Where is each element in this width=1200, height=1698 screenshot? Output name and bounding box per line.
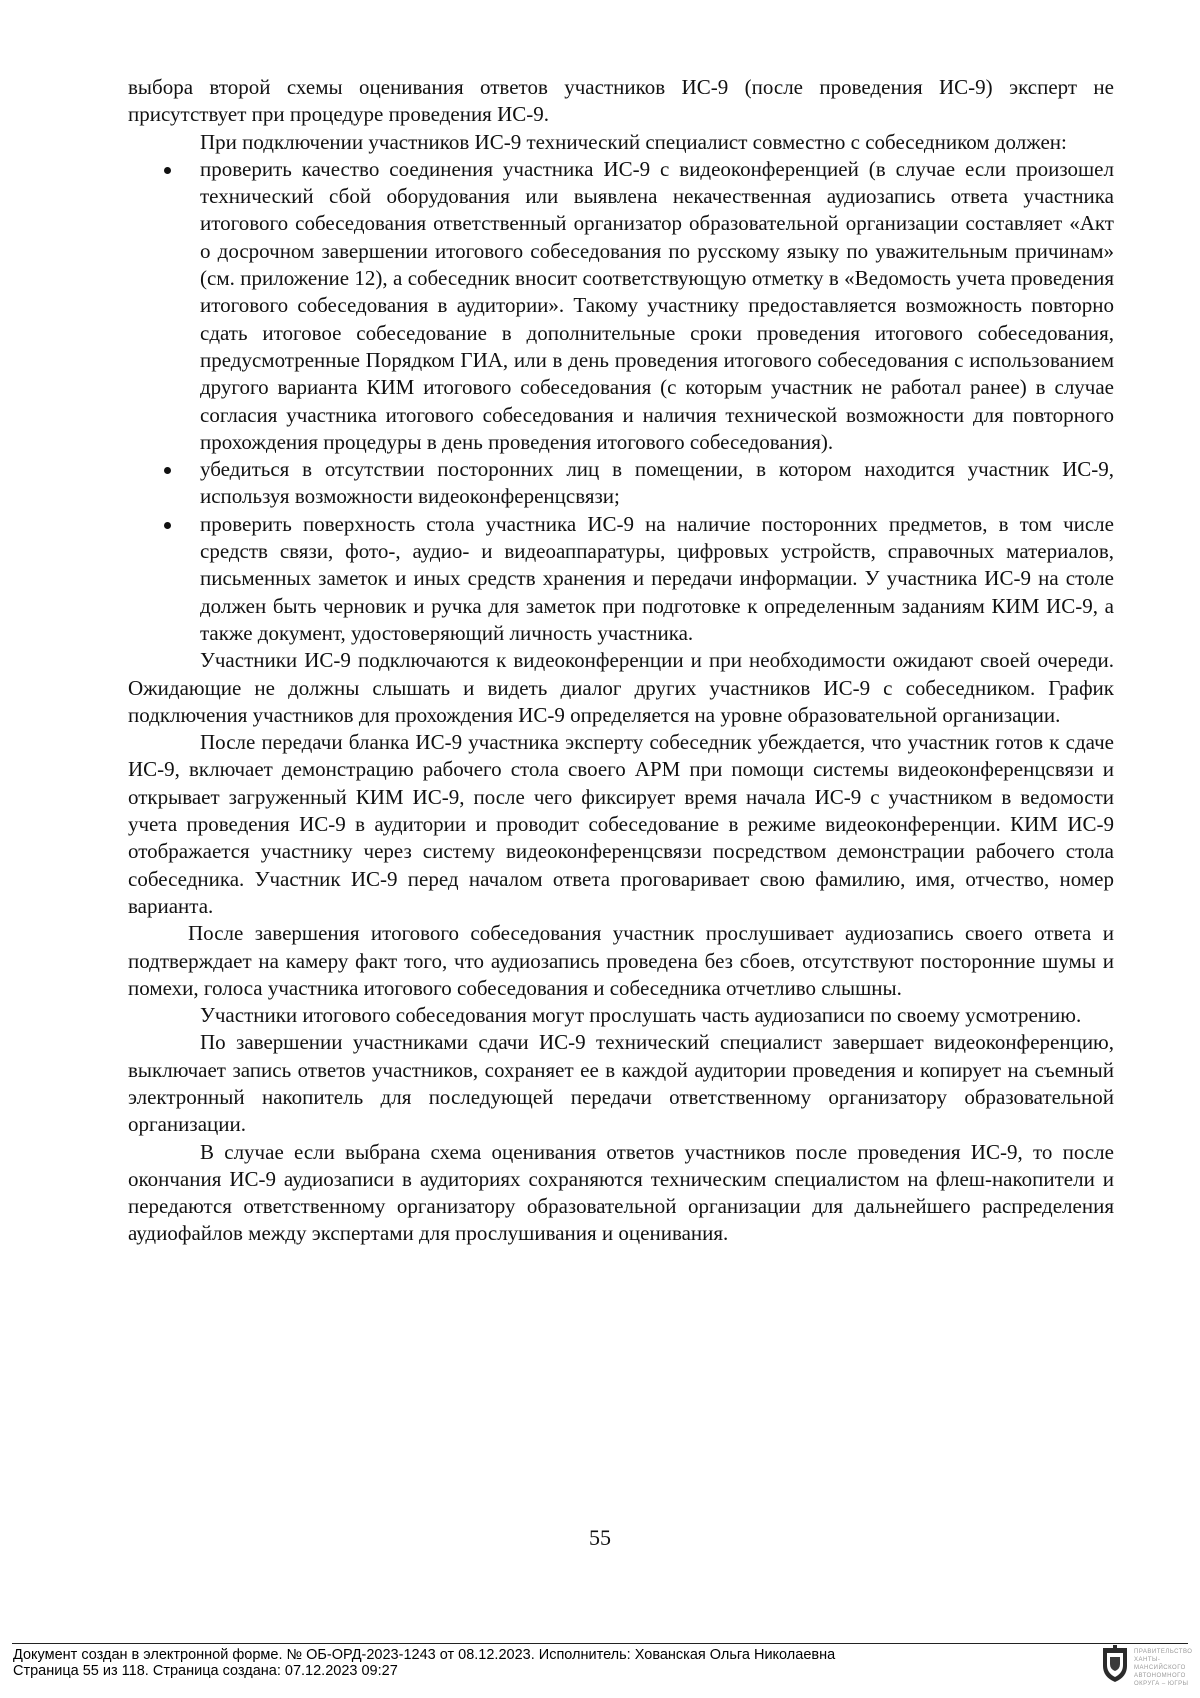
paragraph-4: После передачи бланка ИС-9 участника эксперту собеседник убеждается, что участник готов к сдаче ИС-9, включает демонстрацию рабочего стола своего АРМ при помощи системы видеоконференцсвязи и открывает загруженный КИМ ИС-9, после чего фиксирует время начала ИС-9 с участником в ведомости учета проведения ИС-9 в аудитории и проводит собеседование в режиме видеоконференции. КИМ ИС-9 отображается участнику через систему видеоконференцсвязи посредством демонстрации рабочего стола собеседника. Участник ИС-9 перед началом ответа проговаривает свою фамилию, имя, отчество, номер варианта. xyxy=(128,730,1114,918)
paragraph-5: После завершения итогового собеседования участник прослушивает аудиозапись своего ответа и подтверждает на камеру факт того, что аудиозапись проведена без сбоев, отсутствуют посторонние шумы и помехи, голоса участника итогового собеседования и собеседника отчетливо слышны. xyxy=(128,921,1114,1000)
emblem-caption: ПРАВИТЕЛЬСТВО ХАНТЫ-МАНСИЙСКОГО АВТОНОМНОГО ОКРУГА – ЮГРЫ xyxy=(1134,1649,1193,1687)
bullet-icon xyxy=(164,522,171,529)
page-number: 55 xyxy=(589,1525,611,1550)
bullet-icon xyxy=(164,467,171,474)
footer-line-1: Документ создан в электронной форме. № ОБ-ОРД-2023-1243 от 08.12.2023. Исполнитель: Хованская Ольга Николаевна xyxy=(13,1647,836,1663)
bullet-icon xyxy=(164,167,171,174)
footer-divider xyxy=(12,1643,1188,1644)
paragraph-1: выбора второй схемы оценивания ответов участников ИС-9 (после проведения ИС-9) эксперт не присутствует при процедуре проведения ИС-9. xyxy=(128,75,1114,127)
list-item xyxy=(128,456,1114,511)
paragraph-2: При подключении участников ИС-9 технический специалист совместно с собеседником должен: xyxy=(200,129,1067,154)
list-item-text: убедиться в отсутствии посторонних лиц в помещении, в котором находится участник ИС-9, используя возможности видеоконференцсвязи; xyxy=(200,457,1114,509)
list-item-text: проверить поверхность стола участника ИС-9 на наличие посторонних предметов, в том числе средств связи, фото-, аудио- и видеоаппаратуры, цифровых устройств, справочных материалов, письменных заметок и иных средств хранения и передачи информации. У участника ИС-9 на столе должен быть черновик и ручка для заметок при подготовке к определенным заданиям КИМ ИС-9, а также документ, удостоверяющий личность участника. xyxy=(200,511,1114,645)
footer xyxy=(13,1647,835,1679)
coat-of-arms-icon xyxy=(1100,1644,1130,1684)
list-item xyxy=(128,511,1114,647)
document-body xyxy=(128,74,1114,1248)
footer-line-2: Страница 55 из 118. Страница создана: 07.12.2023 09:27 xyxy=(13,1663,398,1679)
paragraph-6: Участники итогового собеседования могут прослушать часть аудиозаписи по своему усмотрению. xyxy=(200,1003,1082,1028)
list-item-text: проверить качество соединения участника ИС-9 с видеоконференцией (в случае если произошел технический сбой оборудования или выявлена некачественная аудиозапись ответа участника итогового собеседования ответственный организатор образовательной организации составляет «Акт о досрочном завершении итогового собеседования по русскому языку по уважительным причинам» (см. приложение 12), а собеседник вносит соответствующую отметку в «Ведомость учета проведения итогового собеседования в аудитории». Такому участнику предоставляется возможность повторно сдать итоговое собеседование в дополнительные сроки проведения итогового собеседования, предусмотренные Порядком ГИА, или в день проведения итогового собеседования с использованием другого варианта КИМ итогового собеседования (с которым участник не работал ранее) в случае согласия участника итогового собеседования и наличия технической возможности для повторного прохождения процедуры в день проведения итогового собеседования). xyxy=(200,156,1114,454)
paragraph-8: В случае если выбрана схема оценивания ответов участников после проведения ИС-9, то после окончания ИС-9 аудиозаписи в аудиториях сохраняются техническим специалистом на флеш-накопители и передаются ответственному организатору образовательной организации для дальнейшего распределения аудиофайлов между экспертами для прослушивания и оценивания. xyxy=(128,1139,1114,1246)
bullet-list xyxy=(128,156,1114,647)
list-item xyxy=(128,156,1114,456)
paragraph-3: Участники ИС-9 подключаются к видеоконференции и при необходимости ожидают своей очереди. Ожидающие не должны слышать и видеть диалог других участников ИС-9 с собеседником. График подключения участников для прохождения ИС-9 определяется на уровне образовательной организации. xyxy=(128,648,1114,727)
paragraph-7: По завершении участниками сдачи ИС-9 технический специалист завершает видеоконференцию, выключает запись ответов участников, сохраняет ее в каждой аудитории проведения и копирует на съемный электронный накопитель для последующей передачи ответственному организатору образовательной организации. xyxy=(128,1030,1114,1137)
